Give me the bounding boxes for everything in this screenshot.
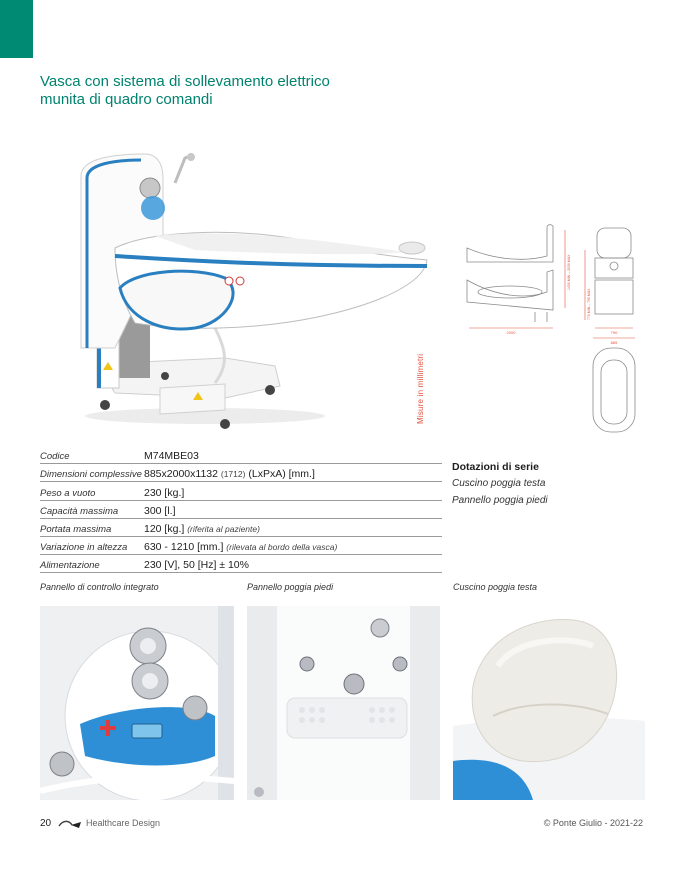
page-number: 20 — [40, 818, 52, 829]
headrest-cushion-photo — [453, 606, 645, 800]
dim-width: 790 — [610, 330, 618, 335]
spec-table — [40, 446, 442, 573]
photo-caption: Pannello di controllo integrato — [40, 582, 159, 592]
spec-note: (riferita al paziente) — [187, 523, 260, 534]
spec-row — [40, 536, 442, 554]
spec-label: Alimentazione — [40, 555, 144, 573]
technical-drawing — [455, 220, 645, 440]
spec-value — [144, 518, 442, 536]
spec-label: Dimensioni complessive — [40, 464, 144, 482]
corner-accent-tab — [0, 0, 33, 58]
spec-row — [40, 464, 442, 482]
spec-label: Peso a vuoto — [40, 482, 144, 500]
spec-value — [144, 446, 442, 464]
spec-label: Portata massima — [40, 518, 144, 536]
spec-label: Codice — [40, 446, 144, 464]
spec-row — [40, 500, 442, 518]
spec-value — [144, 482, 442, 500]
spec-label: Capacità massima — [40, 500, 144, 518]
spec-row — [40, 518, 442, 536]
spec-label: Variazione in altezza — [40, 536, 144, 554]
spec-value-text: 230 [V], 50 [Hz] ± 10% — [144, 559, 249, 572]
photo-caption: Cuscino poggia testa — [453, 582, 538, 592]
spec-value-small: (1712) — [220, 469, 246, 480]
spec-value-after: (LxPxA) [mm.] — [245, 468, 315, 481]
measure-note — [416, 353, 480, 442]
photo-caption: Pannello poggia piedi — [247, 582, 334, 592]
equipment-item: Cuscino poggia testa — [452, 478, 546, 489]
spec-value — [144, 536, 442, 554]
footer-copyright: © Ponte Giulio - 2021-22 — [543, 818, 643, 828]
spec-value-text: 230 [kg.] — [144, 486, 185, 499]
footer-section-label: Healthcare Design — [86, 818, 161, 828]
spec-value — [144, 500, 442, 518]
spec-value-text: 630 - 1210 [mm.] — [144, 541, 227, 554]
spec-value — [144, 464, 442, 482]
spec-value-text: M74MBE03 — [144, 450, 199, 463]
equipment-heading: Dotazioni di serie — [452, 461, 539, 473]
dim-length: 2000 — [506, 330, 516, 335]
standard-equipment — [452, 461, 652, 512]
spec-row — [40, 446, 442, 464]
equipment-item: Pannello poggia piedi — [452, 495, 548, 506]
control-panel-photo — [40, 606, 234, 800]
bathtub-product-image — [75, 148, 435, 438]
spec-value-text: 300 [l.] — [144, 504, 176, 517]
dim-height-small: 770 MIN – 790 MAX — [587, 288, 591, 320]
spec-note: (rilevata al bordo della vasca) — [226, 542, 338, 553]
spec-value-text: 120 [kg.] — [144, 522, 188, 535]
page-title-line-1: Vasca con sistema di sollevamento elettrico — [40, 73, 330, 90]
measure-note-text: Misure in millimetri — [416, 353, 425, 424]
footrest-panel-photo — [247, 606, 440, 800]
page-title-line-2: munita di quadro comandi — [40, 91, 213, 108]
page-title — [40, 73, 370, 109]
dim-height: 1430 MIN – 2030 MAX — [567, 254, 571, 290]
spec-value — [144, 555, 442, 573]
spec-value-text: 885x2000x1132 — [144, 468, 221, 481]
spec-row — [40, 555, 442, 573]
spec-row — [40, 482, 442, 500]
dim-width-2: 885 — [610, 340, 618, 345]
brand-logo-icon — [57, 818, 83, 830]
